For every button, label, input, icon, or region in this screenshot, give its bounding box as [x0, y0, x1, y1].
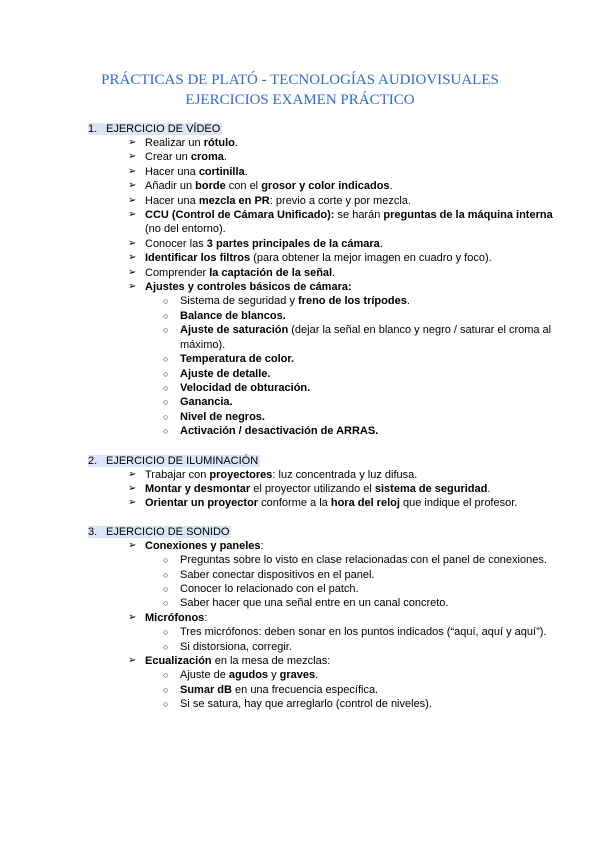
circle-bullet-icon: ○ — [163, 583, 169, 594]
sub-list-item: ○ Saber conectar dispositivos en el panel. — [163, 568, 375, 581]
list-item: ➢ Orientar un proyector conforme a la hora del reloj que indique el profesor. — [128, 497, 518, 510]
sub-list-item: ○ Conocer lo relacionado con el patch. — [163, 582, 359, 595]
arrow-bullet-icon: ➢ — [128, 137, 137, 148]
sub-list-item: ○ Nivel de negros. — [163, 410, 265, 423]
title-line-1: PRÁCTICAS DE PLATÓ - TECNOLOGÍAS AUDIOVISUALES — [101, 72, 499, 88]
sub-list — [145, 294, 560, 438]
arrow-bullet-icon: ➢ — [128, 468, 137, 480]
sub-list-item: ○ Ganancia. — [163, 396, 233, 409]
list-item: ➢ Añadir un borde con el grosor y color indicados. — [128, 180, 393, 193]
arrow-bullet-icon: ➢ — [128, 266, 137, 278]
list-item: ➢ Trabajar con proyectores: luz concentrada y luz difusa. — [128, 468, 418, 481]
list-item: ➢ Realizar un rótulo. — [128, 137, 238, 149]
circle-bullet-icon: ○ — [163, 569, 169, 580]
list-item: ➢ Crear un croma. — [128, 151, 227, 164]
sub-list-item: ○ Activación / desactivación de ARRAS. — [163, 425, 379, 438]
circle-bullet-icon: ○ — [163, 325, 169, 336]
arrow-bullet-icon: ➢ — [128, 611, 137, 623]
list-item: ➢ Hacer una cortinilla. — [128, 165, 248, 178]
circle-bullet-icon: ○ — [163, 699, 169, 710]
list-item: ➢ Identificar los filtros (para obtener la mejor imagen en cuadro y foco). — [128, 252, 492, 265]
arrow-bullet-icon: ➢ — [128, 281, 137, 293]
sub-list — [145, 668, 560, 711]
sub-list-item: ○ Sistema de seguridad y freno de los trípodes. — [163, 295, 410, 308]
arrow-bullet-icon: ➢ — [128, 539, 137, 551]
section-sound — [88, 525, 560, 712]
section-heading: 1. EJERCICIO DE VÍDEO — [88, 123, 221, 135]
sub-list — [145, 625, 560, 654]
arrow-bullet-icon: ➢ — [128, 655, 137, 666]
arrow-bullet-icon: ➢ — [128, 252, 137, 264]
list-item: ➢ Comprender la captación de la señal. — [128, 266, 336, 279]
sub-list — [145, 553, 560, 611]
sub-list-item: ○ Ajuste de agudos y graves. — [163, 669, 319, 682]
list-item: ➢ Ecualización en la mesa de mezclas: ○ Ajuste de agudos y graves. ○ Sumar dB en una frecuencia específica. ○ Si se satura, hay que arreglarlo (control de niveles). — [88, 654, 560, 712]
arrow-bullet-icon: ➢ — [128, 237, 137, 249]
arrow-bullet-icon: ➢ — [128, 180, 137, 192]
circle-bullet-icon: ○ — [163, 426, 169, 437]
sub-list-item: ○ Preguntas sobre lo visto en clase relacionadas con el panel de conexiones. — [163, 554, 547, 567]
circle-bullet-icon: ○ — [163, 411, 169, 422]
bullet-list — [88, 136, 560, 439]
list-item: ➢ Micrófonos: ○ Tres micrófonos: deben sonar en los puntos indicados (“aquí, aquí y aquí”). ○ Si distorsiona, corregir. — [88, 611, 560, 654]
circle-bullet-icon: ○ — [163, 368, 169, 379]
arrow-bullet-icon: ➢ — [128, 151, 137, 163]
sub-list-item: ○ Temperatura de color. — [163, 353, 295, 366]
circle-bullet-icon: ○ — [163, 555, 169, 566]
circle-bullet-icon: ○ — [163, 310, 169, 321]
sub-list-item: ○ Sumar dB en una frecuencia específica. — [163, 683, 379, 696]
list-item: ➢ Hacer una mezcla en PR: previo a corte y por mezcla. — [128, 194, 411, 207]
circle-bullet-icon: ○ — [163, 670, 169, 681]
section-heading: 2. EJERCICIO DE ILUMINACIÓN — [88, 454, 259, 467]
sub-list-item: ○ Velocidad de obturación. — [163, 381, 311, 394]
sub-list-item: ○ Ajuste de saturación (dejar la señal en blanco y negro / saturar el croma al máximo). — [163, 324, 552, 351]
sub-list-item: ○ Saber hacer que una señal entre en un canal concreto. — [163, 597, 449, 610]
arrow-bullet-icon: ➢ — [128, 209, 137, 221]
list-item: ➢ Conexiones y paneles: ○ Preguntas sobre lo visto en clase relacionadas con el panel de conexiones. ○ Saber conectar dispositivos en el panel. ○ Conocer lo relacionado con el patch. ○ Saber hacer que una señal entre en un canal concreto. — [88, 539, 560, 611]
sub-list-item: ○ Si distorsiona, corregir. — [163, 640, 292, 653]
list-item: ➢ Montar y desmontar el proyector utilizando el sistema de seguridad. — [128, 482, 491, 495]
document-title — [40, 70, 560, 110]
sub-list-item: ○ Si se satura, hay que arreglarlo (control de niveles). — [163, 698, 432, 711]
circle-bullet-icon: ○ — [163, 382, 169, 393]
sub-list-item: ○ Balance de blancos. — [163, 309, 286, 322]
circle-bullet-icon: ○ — [163, 627, 169, 638]
circle-bullet-icon: ○ — [163, 354, 169, 365]
circle-bullet-icon: ○ — [163, 641, 169, 652]
sub-list-item: ○ Ajuste de detalle. — [163, 367, 271, 380]
circle-bullet-icon: ○ — [163, 598, 169, 609]
circle-bullet-icon: ○ — [163, 397, 169, 408]
list-item: ➢ Conocer las 3 partes principales de la cámara. — [128, 237, 383, 250]
arrow-bullet-icon: ➢ — [128, 165, 137, 177]
circle-bullet-icon: ○ — [163, 684, 169, 695]
arrow-bullet-icon: ➢ — [128, 194, 137, 206]
list-item: ➢ CCU (Control de Cámara Unificado): se harán preguntas de la máquina interna (no del entorno). — [128, 209, 553, 236]
circle-bullet-icon: ○ — [163, 296, 169, 307]
arrow-bullet-icon: ➢ — [128, 497, 137, 509]
section-lighting — [88, 454, 560, 511]
list-item: ➢ Ajustes y controles básicos de cámara: ○ Sistema de seguridad y freno de los trípodes. ○ Balance de blancos. ○ Ajuste de saturación (dejar la señal en blanco y negro / saturar el croma al máximo). ○ Temperatura de color. ○ Ajuste de detalle. ○ Velocidad de obturación. ○ Ganancia. ○ Nivel de negros. ○ Activación / desactivación de ARRAS. — [88, 280, 560, 438]
bullet-list — [88, 539, 560, 712]
bullet-list — [88, 468, 560, 511]
section-video — [88, 122, 560, 439]
title-line-2: EJERCICIOS EXAMEN PRÁCTICO — [185, 92, 415, 108]
arrow-bullet-icon: ➢ — [128, 482, 137, 494]
section-heading: 3. EJERCICIO DE SONIDO — [88, 525, 230, 538]
sub-list-item: ○ Tres micrófonos: deben sonar en los puntos indicados (“aquí, aquí y aquí”). — [163, 626, 547, 639]
